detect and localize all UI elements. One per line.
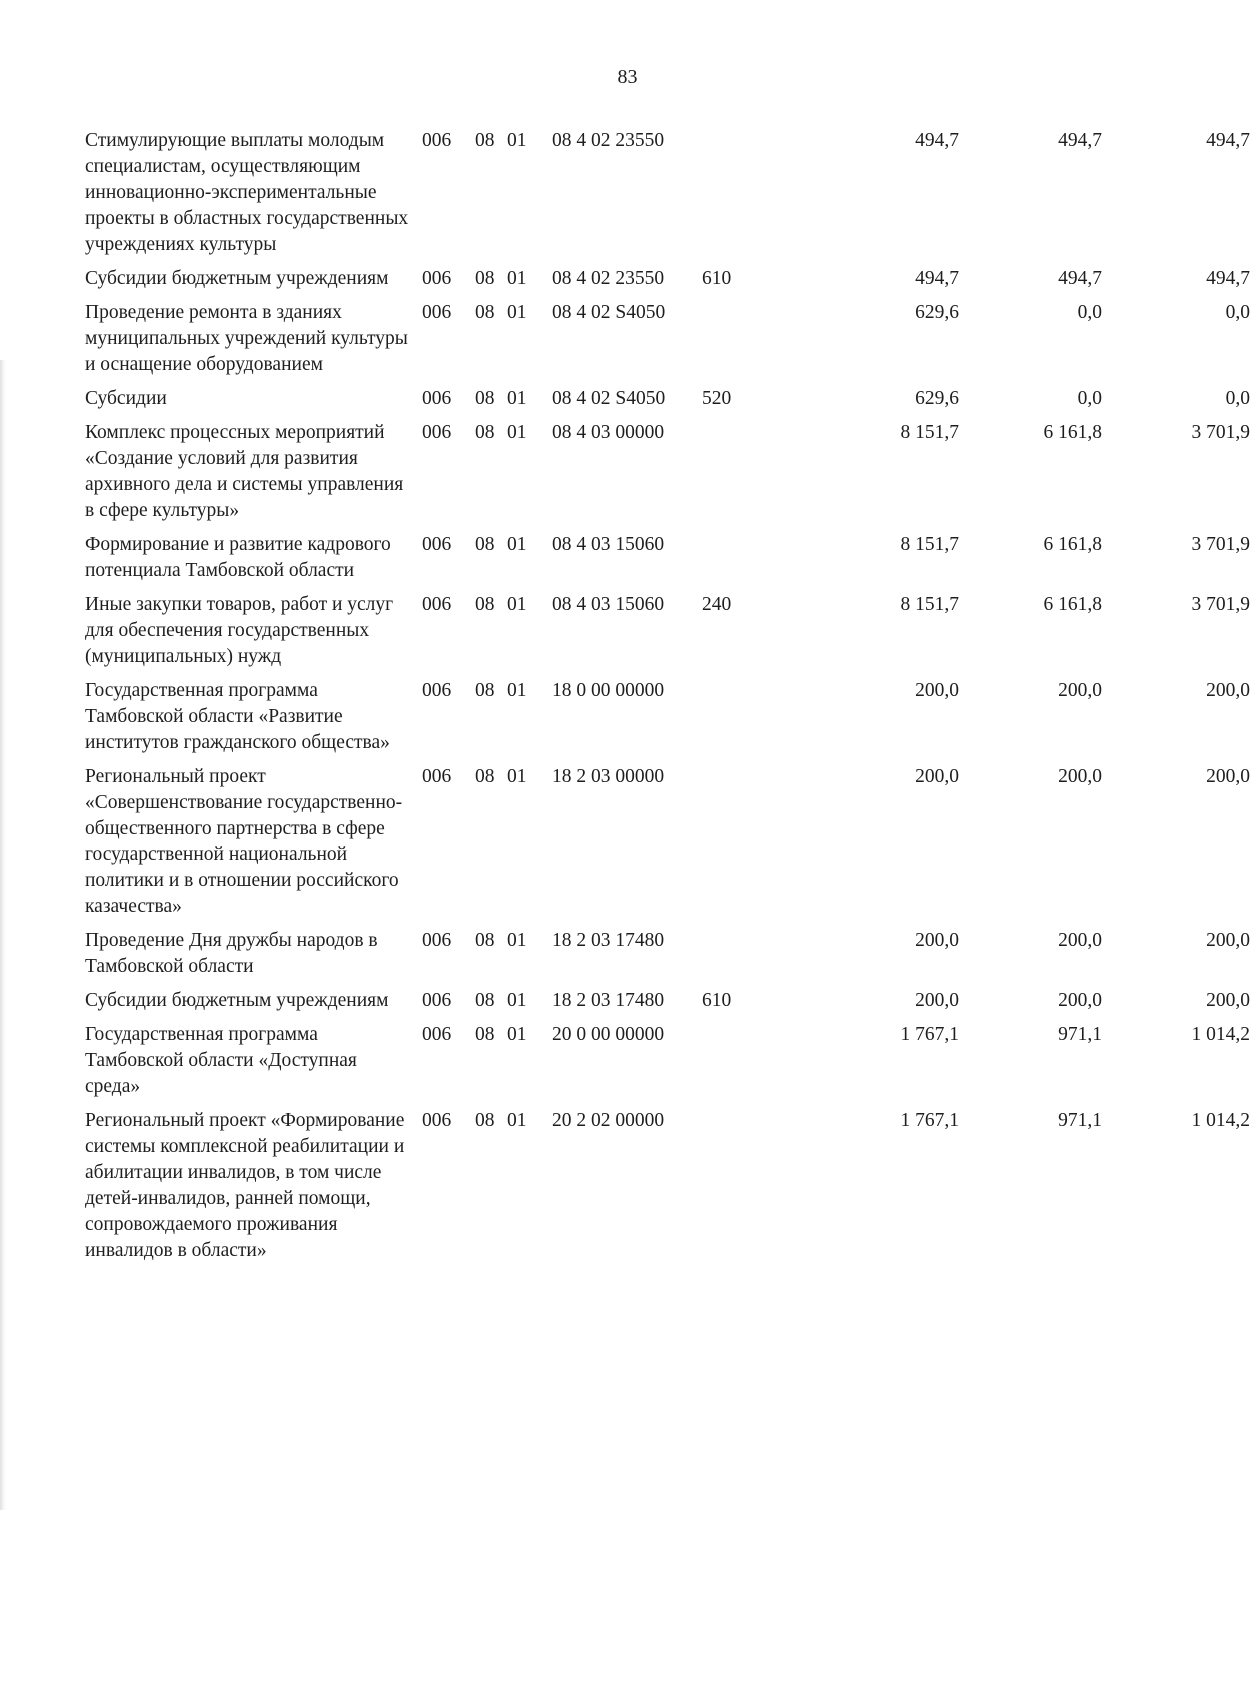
target-article-code: 08 4 02 S4050 [552, 388, 666, 409]
row-name: Субсидии бюджетным учреждениям [85, 990, 389, 1011]
subsection-code: 01 [507, 388, 527, 409]
page-number: 83 [617, 66, 638, 88]
amount-year-3: 3 701,9 [1191, 594, 1250, 615]
target-article-code: 18 2 03 17480 [552, 990, 665, 1011]
section-code: 08 [475, 680, 495, 701]
table-row [85, 988, 1250, 1014]
subsection-code: 01 [507, 990, 527, 1011]
amount-year-2: 0,0 [1077, 388, 1102, 409]
ministry-code: 006 [422, 422, 452, 443]
amount-year-2: 200,0 [1058, 930, 1102, 951]
subsection-code: 01 [507, 1110, 527, 1131]
amount-year-1: 1 767,1 [900, 1110, 959, 1131]
row-name: Стимулирующие выплаты молодым специалистам, осуществляющим инновационно-экспериментальные проекты в областных государственных учреждениях культуры [85, 130, 409, 255]
amount-year-1: 200,0 [915, 766, 959, 787]
subsection-code: 01 [507, 680, 527, 701]
ministry-code: 006 [422, 594, 452, 615]
ministry-code: 006 [422, 268, 452, 289]
row-name: Проведение Дня дружбы народов в Тамбовской области [85, 930, 378, 977]
target-article-code: 08 4 02 23550 [552, 130, 665, 151]
amount-year-2: 6 161,8 [1043, 534, 1102, 555]
target-article-code: 20 2 02 00000 [552, 1110, 665, 1131]
table-row [85, 300, 1250, 378]
table-row [85, 678, 1250, 756]
ministry-code: 006 [422, 930, 452, 951]
target-article-code: 18 0 00 00000 [552, 680, 665, 701]
amount-year-1: 200,0 [915, 680, 959, 701]
amount-year-3: 0,0 [1225, 302, 1250, 323]
amount-year-1: 629,6 [915, 302, 959, 323]
amount-year-2: 6 161,8 [1043, 422, 1102, 443]
row-name: Государственная программа Тамбовской области «Доступная среда» [85, 1024, 357, 1097]
subsection-code: 01 [507, 130, 527, 151]
table-row [85, 592, 1250, 670]
expense-type-code: 610 [702, 268, 732, 289]
section-code: 08 [475, 930, 495, 951]
amount-year-2: 200,0 [1058, 766, 1102, 787]
amount-year-3: 0,0 [1225, 388, 1250, 409]
section-code: 08 [475, 302, 495, 323]
amount-year-3: 200,0 [1206, 990, 1250, 1011]
ministry-code: 006 [422, 388, 452, 409]
row-name: Субсидии бюджетным учреждениям [85, 268, 389, 289]
table-row [85, 1108, 1250, 1264]
subsection-code: 01 [507, 1024, 527, 1045]
subsection-code: 01 [507, 422, 527, 443]
amount-year-1: 200,0 [915, 930, 959, 951]
section-code: 08 [475, 422, 495, 443]
ministry-code: 006 [422, 534, 452, 555]
target-article-code: 18 2 03 17480 [552, 930, 665, 951]
amount-year-3: 200,0 [1206, 930, 1250, 951]
row-name: Формирование и развитие кадрового потенциала Тамбовской области [85, 534, 391, 581]
amount-year-3: 494,7 [1206, 130, 1250, 151]
budget-table [85, 128, 1250, 1272]
table-row [85, 1022, 1250, 1100]
amount-year-1: 629,6 [915, 388, 959, 409]
amount-year-1: 8 151,7 [900, 534, 959, 555]
expense-type-code: 520 [702, 388, 732, 409]
amount-year-3: 1 014,2 [1191, 1110, 1250, 1131]
amount-year-1: 494,7 [915, 268, 959, 289]
row-name: Региональный проект «Формирование системы комплексной реабилитации и абилитации инвалидов, в том числе детей-инвалидов, ранней помощи, сопровождаемого проживания инвалидов в области» [85, 1110, 405, 1261]
table-row [85, 266, 1250, 292]
subsection-code: 01 [507, 268, 527, 289]
amount-year-1: 8 151,7 [900, 594, 959, 615]
amount-year-2: 200,0 [1058, 680, 1102, 701]
ministry-code: 006 [422, 1024, 452, 1045]
amount-year-2: 494,7 [1058, 268, 1102, 289]
section-code: 08 [475, 1024, 495, 1045]
amount-year-2: 0,0 [1077, 302, 1102, 323]
amount-year-2: 971,1 [1058, 1110, 1102, 1131]
subsection-code: 01 [507, 594, 527, 615]
ministry-code: 006 [422, 680, 452, 701]
section-code: 08 [475, 990, 495, 1011]
target-article-code: 20 0 00 00000 [552, 1024, 665, 1045]
scan-edge-shadow [0, 360, 6, 1510]
row-name: Государственная программа Тамбовской области «Развитие институтов гражданского общества» [85, 680, 390, 753]
amount-year-3: 3 701,9 [1191, 422, 1250, 443]
ministry-code: 006 [422, 130, 452, 151]
section-code: 08 [475, 268, 495, 289]
target-article-code: 08 4 03 15060 [552, 594, 665, 615]
amount-year-3: 3 701,9 [1191, 534, 1250, 555]
subsection-code: 01 [507, 930, 527, 951]
amount-year-1: 8 151,7 [900, 422, 959, 443]
amount-year-2: 494,7 [1058, 130, 1102, 151]
section-code: 08 [475, 130, 495, 151]
section-code: 08 [475, 534, 495, 555]
amount-year-2: 971,1 [1058, 1024, 1102, 1045]
section-code: 08 [475, 388, 495, 409]
ministry-code: 006 [422, 766, 452, 787]
section-code: 08 [475, 766, 495, 787]
amount-year-2: 6 161,8 [1043, 594, 1102, 615]
amount-year-3: 200,0 [1206, 766, 1250, 787]
expense-type-code: 610 [702, 990, 732, 1011]
amount-year-2: 200,0 [1058, 990, 1102, 1011]
amount-year-1: 200,0 [915, 990, 959, 1011]
ministry-code: 006 [422, 302, 452, 323]
table-row [85, 386, 1250, 412]
table-row [85, 764, 1250, 920]
subsection-code: 01 [507, 766, 527, 787]
amount-year-3: 200,0 [1206, 680, 1250, 701]
section-code: 08 [475, 1110, 495, 1131]
amount-year-1: 494,7 [915, 130, 959, 151]
ministry-code: 006 [422, 990, 452, 1011]
row-name: Комплекс процессных мероприятий «Создание условий для развития архивного дела и системы управления в сфере культуры» [85, 422, 404, 521]
target-article-code: 08 4 03 15060 [552, 534, 665, 555]
expense-type-code: 240 [702, 594, 732, 615]
section-code: 08 [475, 594, 495, 615]
table-row [85, 128, 1250, 258]
target-article-code: 08 4 02 S4050 [552, 302, 666, 323]
target-article-code: 08 4 02 23550 [552, 268, 665, 289]
table-row [85, 420, 1250, 524]
table-row [85, 532, 1250, 584]
subsection-code: 01 [507, 302, 527, 323]
table-row [85, 928, 1250, 980]
row-name: Региональный проект «Совершенствование государственно-общественного партнерства в сфере государственной национальной политики и в отношении российского казачества» [85, 766, 403, 917]
ministry-code: 006 [422, 1110, 452, 1131]
row-name: Субсидии [85, 388, 167, 409]
amount-year-1: 1 767,1 [900, 1024, 959, 1045]
target-article-code: 18 2 03 00000 [552, 766, 665, 787]
row-name: Иные закупки товаров, работ и услуг для обеспечения государственных (муниципальных) нужд [85, 594, 394, 667]
subsection-code: 01 [507, 534, 527, 555]
amount-year-3: 494,7 [1206, 268, 1250, 289]
row-name: Проведение ремонта в зданиях муниципальных учреждений культуры и оснащение оборудованием [85, 302, 408, 375]
target-article-code: 08 4 03 00000 [552, 422, 665, 443]
amount-year-3: 1 014,2 [1191, 1024, 1250, 1045]
